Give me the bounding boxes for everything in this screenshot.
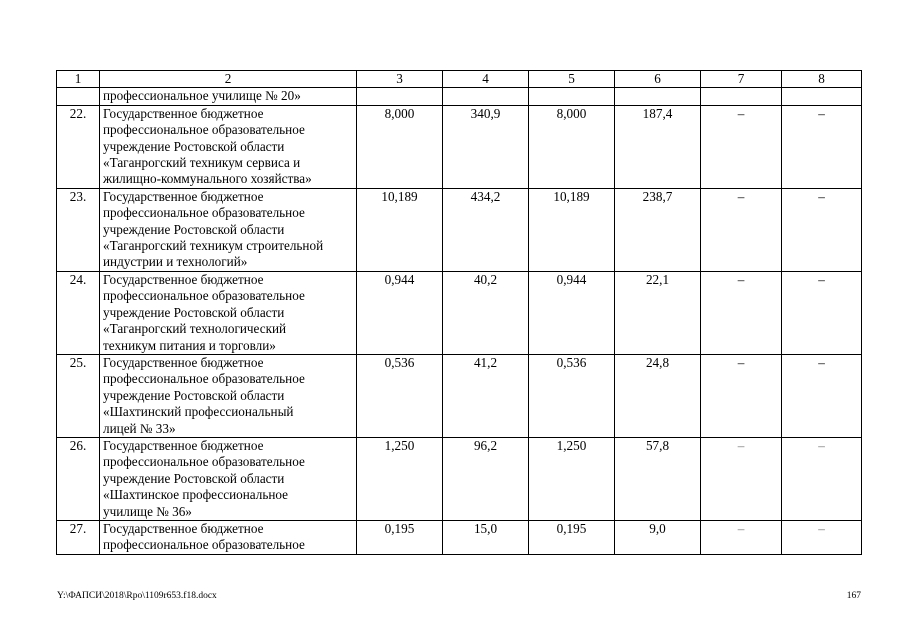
institution-name: [100, 437, 357, 520]
header-cell: 2: [100, 71, 357, 88]
value-cell-c4: 40,2: [443, 271, 529, 354]
institution-name-line: учреждение Ростовской области: [103, 387, 285, 403]
institution-name: [100, 520, 357, 554]
institution-name-line: лицей № 33»: [103, 420, 176, 436]
value-cell-c6: 57,8: [615, 437, 701, 520]
institution-name-line: «Шахтинский профессиональный: [103, 404, 294, 420]
institution-name-line: профессиональное образовательное: [103, 537, 305, 553]
institution-name-line: профессиональное образовательное: [103, 122, 305, 138]
value-cell-c7: –: [701, 520, 782, 554]
table-row: [57, 271, 862, 354]
institution-name-line: «Таганрогский техникум сервиса и: [103, 155, 301, 171]
footer-file-path: Y:\ФАПСИ\2018\Rpo\1109r653.f18.docx: [57, 591, 217, 601]
value-cell-c8: –: [782, 354, 862, 437]
header-cell: 5: [529, 71, 615, 88]
institution-name-line: профессиональное образовательное: [103, 371, 305, 387]
institution-name-line: профессиональное образовательное: [103, 288, 305, 304]
table-row: [57, 437, 862, 520]
continuation-row: [57, 88, 862, 105]
table-row: [57, 188, 862, 271]
institution-name-line: Государственное бюджетное: [103, 271, 264, 287]
value-cell-c7: –: [701, 437, 782, 520]
value-cell-c3: 0,536: [357, 354, 443, 437]
institution-name-line: «Таганрогский технологический: [103, 321, 287, 337]
value-cell-c3: 1,250: [357, 437, 443, 520]
institution-name-line: учреждение Ростовской области: [103, 138, 285, 154]
value-cell-c3: 0,944: [357, 271, 443, 354]
header-cell: 8: [782, 71, 862, 88]
data-table: [56, 70, 862, 555]
value-cell-c3: 0,195: [357, 520, 443, 554]
value-cell-c7: –: [701, 188, 782, 271]
institution-name: [100, 354, 357, 437]
table-row: [57, 354, 862, 437]
institution-name-line: «Таганрогский техникум строительной: [103, 238, 324, 254]
institution-name: [100, 105, 357, 188]
row-number: 25.: [57, 354, 100, 437]
empty-cell: [701, 88, 782, 105]
empty-cell: [782, 88, 862, 105]
value-cell-c5: 0,536: [529, 354, 615, 437]
value-cell-c6: 22,1: [615, 271, 701, 354]
empty-cell: [357, 88, 443, 105]
institution-name-line: Государственное бюджетное: [103, 520, 264, 536]
value-cell-c4: 41,2: [443, 354, 529, 437]
institution-name-line: Государственное бюджетное: [103, 354, 264, 370]
value-cell-c3: 8,000: [357, 105, 443, 188]
institution-name-line: жилищно-коммунального хозяйства»: [103, 171, 312, 187]
institution-name-line: Государственное бюджетное: [103, 437, 264, 453]
value-cell-c7: –: [701, 105, 782, 188]
value-cell-c8: –: [782, 437, 862, 520]
institution-name-line: Государственное бюджетное: [103, 105, 264, 121]
value-cell-c5: 1,250: [529, 437, 615, 520]
header-cell: 6: [615, 71, 701, 88]
value-cell-c4: 434,2: [443, 188, 529, 271]
institution-name: [100, 188, 357, 271]
institution-name-line: профессиональное образовательное: [103, 454, 305, 470]
value-cell-c6: 238,7: [615, 188, 701, 271]
row-number: 26.: [57, 437, 100, 520]
value-cell-c5: 0,195: [529, 520, 615, 554]
value-cell-c8: –: [782, 188, 862, 271]
institution-name-line: «Шахтинское профессиональное: [103, 487, 289, 503]
row-number: 27.: [57, 520, 100, 554]
value-cell-c5: 0,944: [529, 271, 615, 354]
value-cell-c4: 15,0: [443, 520, 529, 554]
page-number: 167: [846, 591, 861, 601]
institution-name-line: профессиональное образовательное: [103, 205, 305, 221]
value-cell-c3: 10,189: [357, 188, 443, 271]
header-cell: 4: [443, 71, 529, 88]
value-cell-c8: –: [782, 520, 862, 554]
header-cell: 1: [57, 71, 100, 88]
institution-name-line: индустрии и технологий»: [103, 254, 248, 270]
value-cell-c6: 9,0: [615, 520, 701, 554]
table-row: [57, 520, 862, 554]
empty-cell: [529, 88, 615, 105]
header-cell: 7: [701, 71, 782, 88]
value-cell-c6: 24,8: [615, 354, 701, 437]
institution-name: [100, 271, 357, 354]
value-cell-c4: 96,2: [443, 437, 529, 520]
continuation-text: профессиональное училище № 20»: [100, 88, 357, 105]
column-number-row: [57, 71, 862, 88]
value-cell-c5: 8,000: [529, 105, 615, 188]
value-cell-c7: –: [701, 354, 782, 437]
value-cell-c5: 10,189: [529, 188, 615, 271]
value-cell-c8: –: [782, 271, 862, 354]
header-cell: 3: [357, 71, 443, 88]
institution-name-line: учреждение Ростовской области: [103, 221, 285, 237]
row-number: 24.: [57, 271, 100, 354]
institution-name-line: учреждение Ростовской области: [103, 470, 285, 486]
institution-name-line: училище № 36»: [103, 503, 192, 519]
empty-cell: [57, 88, 100, 105]
empty-cell: [443, 88, 529, 105]
value-cell-c7: –: [701, 271, 782, 354]
row-number: 23.: [57, 188, 100, 271]
row-number: 22.: [57, 105, 100, 188]
value-cell-c8: –: [782, 105, 862, 188]
empty-cell: [615, 88, 701, 105]
institution-name-line: учреждение Ростовской области: [103, 304, 285, 320]
institution-name-line: техникум питания и торговли»: [103, 337, 276, 353]
value-cell-c4: 340,9: [443, 105, 529, 188]
table-row: [57, 105, 862, 188]
value-cell-c6: 187,4: [615, 105, 701, 188]
institution-name-line: Государственное бюджетное: [103, 188, 264, 204]
